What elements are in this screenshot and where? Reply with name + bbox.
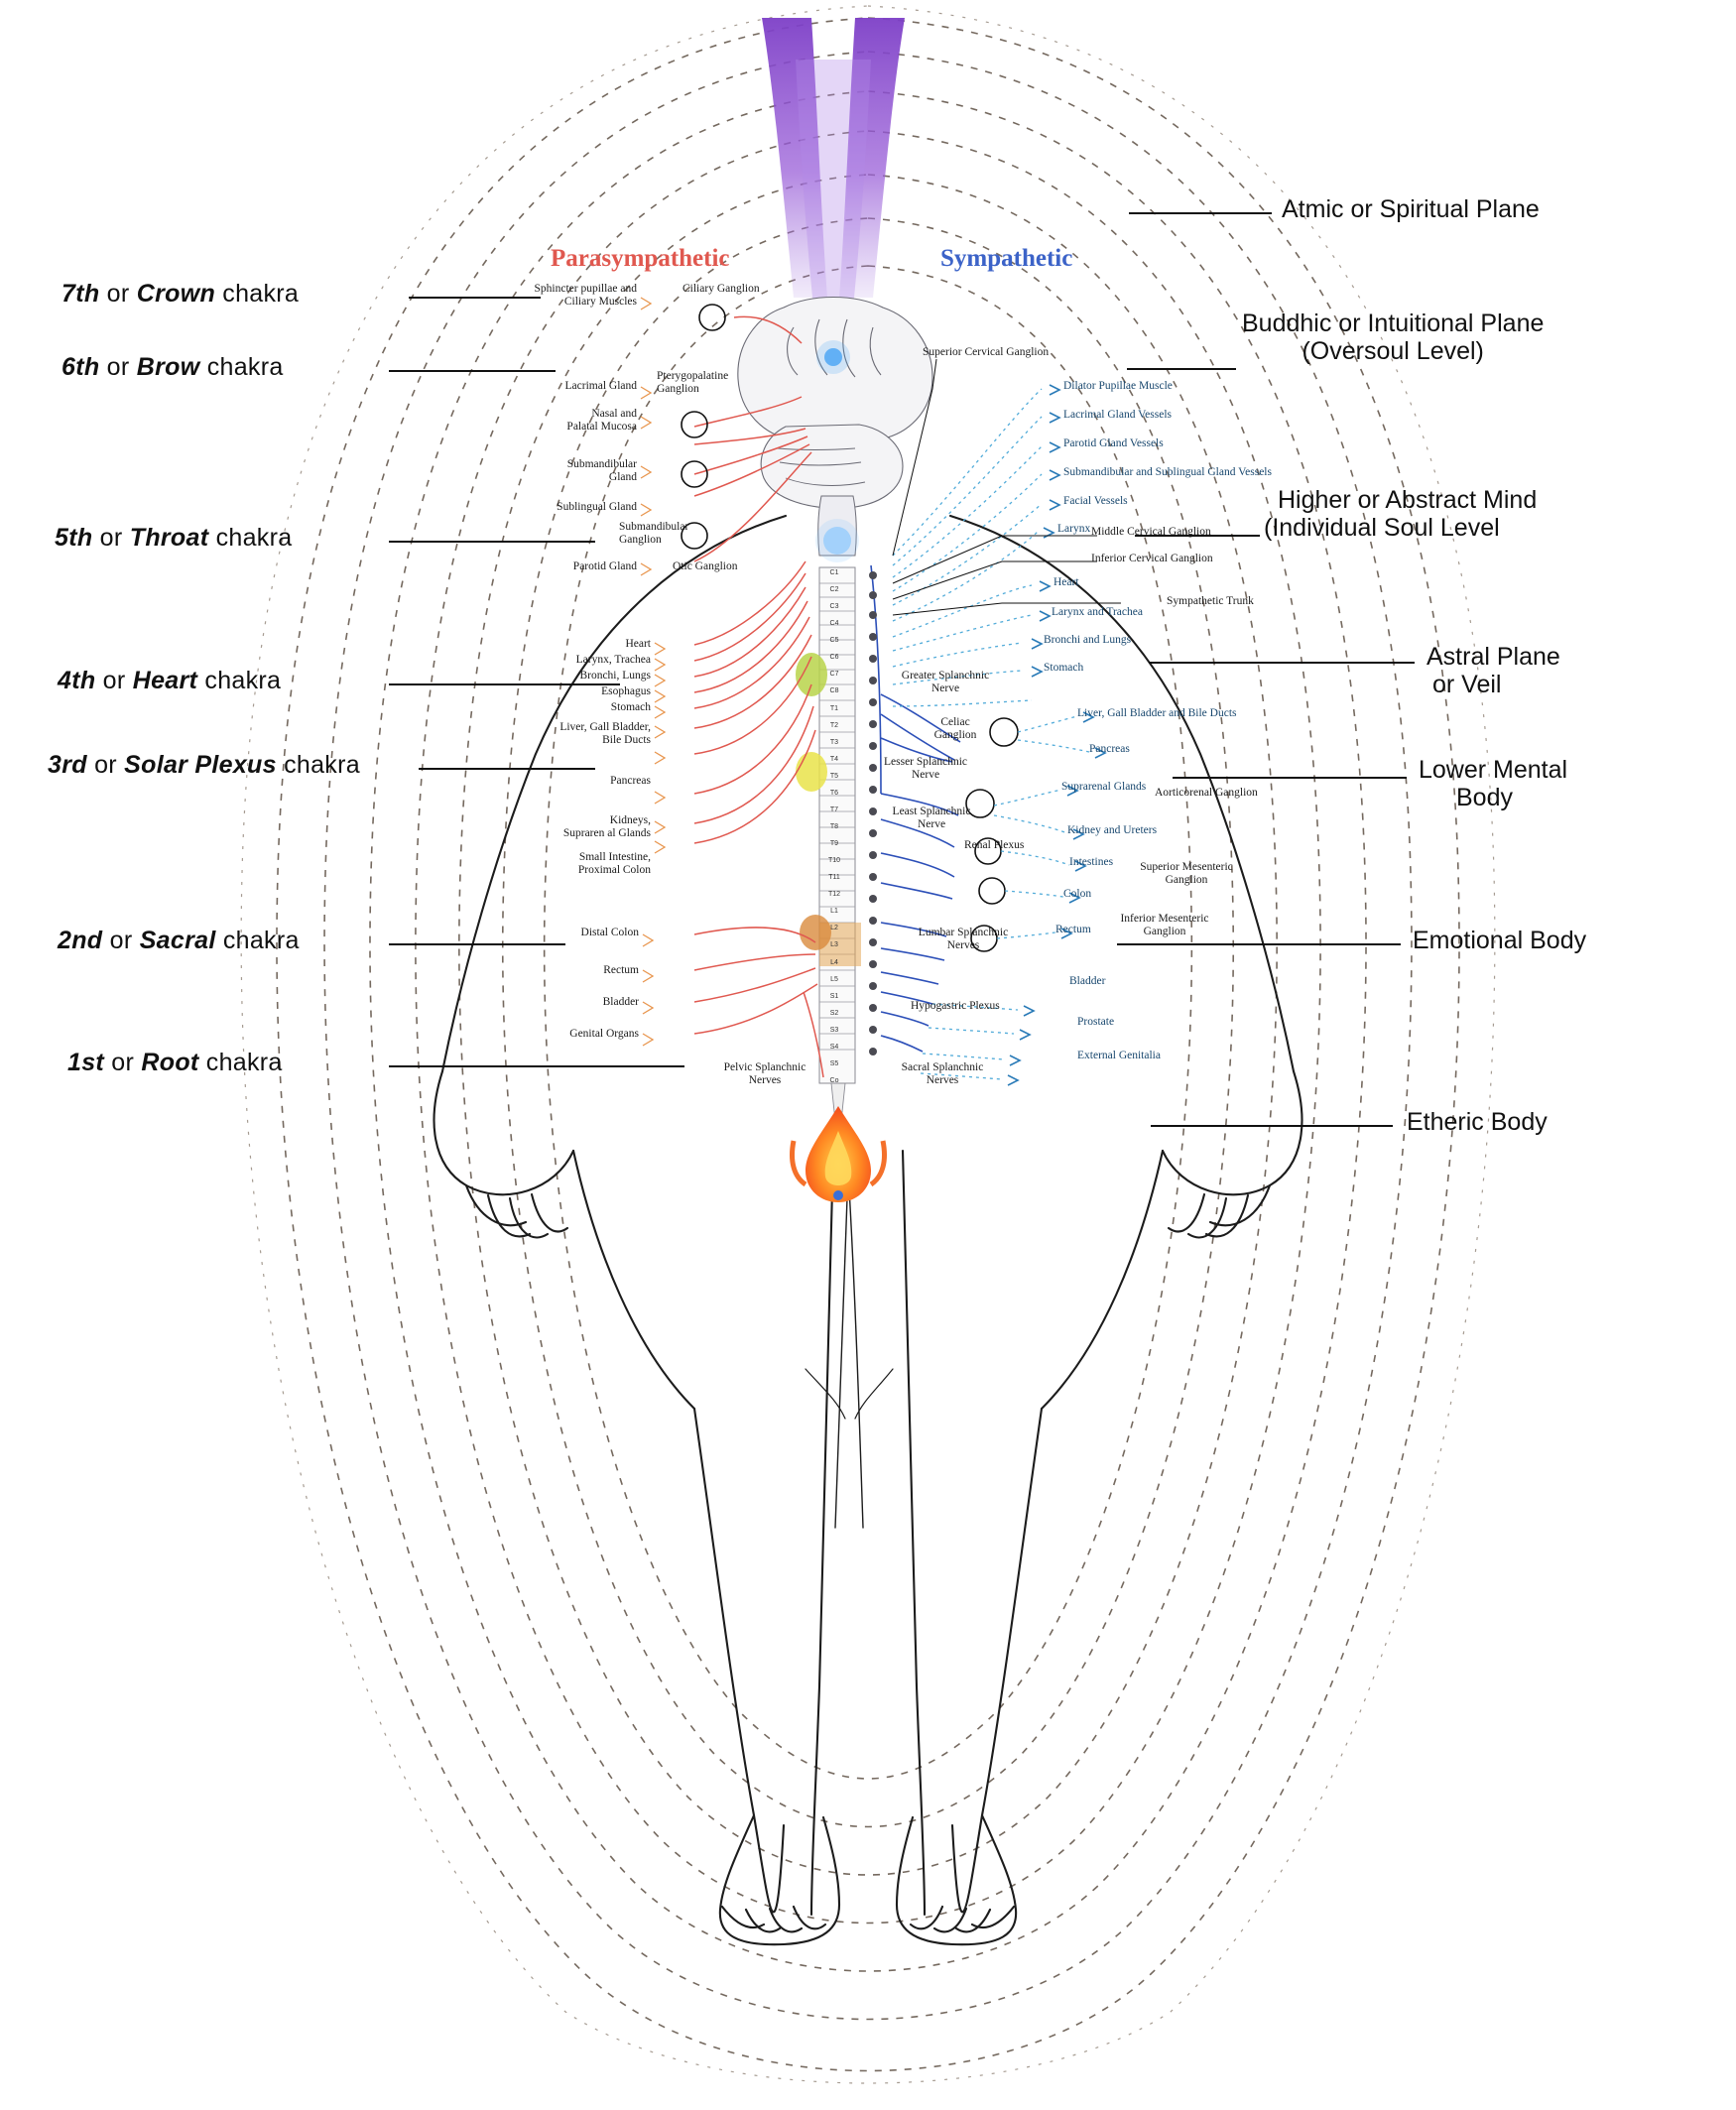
vertebra-label: C5 [829, 637, 839, 645]
anat-ciliary-ganglion: Ciliary Ganglion [682, 283, 760, 295]
anat-submandibular-gland: Submandibular Gland [566, 458, 637, 483]
chakra-name-throat: Throat [129, 524, 209, 552]
chakra-name-heart: Heart [132, 667, 198, 694]
vertebra-label: L4 [830, 958, 838, 966]
vertebra-label: C8 [829, 687, 839, 695]
plane-emotional-line1: Emotional Body [1413, 927, 1587, 954]
vertebra-label: T7 [829, 806, 839, 813]
plane-lower-line2: Body [1456, 784, 1513, 811]
vertebra-label: S3 [829, 1026, 839, 1034]
chakra-suffix-6: chakra [206, 353, 284, 381]
plane-etheric-line1: Etheric Body [1407, 1108, 1548, 1136]
vertebra-label: C7 [829, 671, 839, 679]
anat-superior-mesenteric-ganglion: Superior Mesenteric Ganglion [1140, 861, 1233, 886]
vertebra-label: S4 [829, 1043, 839, 1051]
anat-larynx-trachea-symp: Larynx and Trachea [1052, 606, 1143, 618]
chakra-label-crown [62, 280, 299, 309]
chakra-or-2: or [109, 927, 133, 954]
chakra-name-sacral: Sacral [139, 927, 216, 954]
anat-genital-organs-para: Genital Organs [569, 1028, 639, 1040]
anat-inferior-mesenteric-ganglion: Inferior Mesenteric Ganglion [1120, 913, 1209, 937]
vertebra-label: L2 [830, 925, 838, 932]
chakra-or-6: or [106, 353, 130, 381]
anat-liver-gallbladder-para: Liver, Gall Bladder, Bile Ducts [559, 721, 651, 746]
anat-sacral-splanchnic-nerves: Sacral Splanchnic Nerves [901, 1061, 984, 1086]
chakra-label-sacral [58, 927, 300, 955]
vertebra-label: T9 [829, 840, 839, 848]
anat-otic-ganglion: Otic Ganglion [673, 560, 738, 572]
anat-renal-plexus: Renal Plexus [964, 839, 1025, 851]
plane-higher-line1: Higher or Abstract Mind [1278, 486, 1538, 514]
plane-label-buddhic [1242, 310, 1544, 365]
anat-bladder-symp: Bladder [1069, 975, 1106, 987]
plane-label-emotional [1413, 927, 1586, 954]
anat-hypogastric-plexus: Hypogastric Plexus [911, 1000, 1000, 1012]
anat-larynx-trachea-para: Larynx, Trachea [575, 654, 651, 666]
anat-kidney-ureters-symp: Kidney and Ureters [1067, 824, 1158, 836]
anat-intestines-symp: Intestines [1069, 856, 1114, 868]
plane-label-lower-mental [1419, 756, 1567, 811]
anat-bronchi-lungs-para: Bronchi, Lungs [579, 670, 651, 682]
anat-superior-cervical-ganglion: Superior Cervical Ganglion [923, 346, 1050, 358]
vertebra-label: S5 [829, 1059, 839, 1067]
vertebra-label: T5 [829, 772, 839, 780]
chakra-or-4: or [102, 667, 126, 694]
anat-lacrimal-gland: Lacrimal Gland [564, 380, 637, 392]
vertebra-label: T6 [829, 789, 839, 797]
anat-celiac-ganglion: Celiac Ganglion [933, 716, 977, 741]
vertebra-label: T1 [829, 704, 839, 712]
anat-lesser-splanchnic-nerve: Lesser Splanchnic Nerve [884, 756, 967, 781]
plane-buddhic-line2: (Oversoul Level) [1302, 337, 1484, 365]
anat-parotid-gland: Parotid Gland [572, 560, 637, 572]
anat-liver-gallbladder-symp: Liver, Gall Bladder and Bile Ducts [1077, 707, 1237, 719]
chakra-label-solar-plexus [48, 751, 360, 780]
chakra-label-root [67, 1049, 283, 1077]
chakra-label-throat [55, 524, 292, 553]
chakra-num-3: 3rd [48, 751, 87, 779]
plane-label-higher-mind [1264, 486, 1538, 542]
plane-lower-line1: Lower Mental [1419, 756, 1568, 784]
anat-distal-colon-para: Distal Colon [580, 927, 639, 938]
chakra-num-6: 6th [62, 353, 100, 381]
chakra-num-5: 5th [55, 524, 93, 552]
anat-bladder-para: Bladder [602, 996, 639, 1008]
anat-facial-vessels: Facial Vessels [1063, 495, 1128, 507]
anat-pelvic-splanchnic-nerves: Pelvic Splanchnic Nerves [723, 1061, 806, 1086]
anat-small-intestine-para: Small Intestine, Proximal Colon [577, 851, 651, 876]
anat-stomach-para: Stomach [610, 701, 651, 713]
plane-label-atmic [1282, 195, 1540, 223]
chakra-suffix-7: chakra [222, 280, 300, 308]
anat-suprarenal-glands-symp: Suprarenal Glands [1061, 781, 1147, 793]
chakra-num-7: 7th [62, 280, 100, 308]
anat-heart-symp: Heart [1054, 576, 1079, 588]
vertebra-label: C3 [829, 603, 839, 611]
chakra-suffix-3: chakra [284, 751, 360, 779]
chakra-num-2: 2nd [58, 927, 103, 954]
plane-label-etheric [1407, 1108, 1548, 1136]
chakra-or-1: or [111, 1049, 135, 1076]
plane-atmic-line1: Atmic or Spiritual Plane [1282, 195, 1540, 223]
anat-sympathetic-trunk: Sympathetic Trunk [1167, 595, 1254, 607]
chakra-suffix-1: chakra [205, 1049, 283, 1076]
vertebra-label: T8 [829, 823, 839, 830]
anat-parotid-gland-vessels: Parotid Gland Vessels [1063, 437, 1164, 449]
anat-rectum-symp: Rectum [1055, 924, 1091, 935]
vertebra-label: T12 [827, 891, 841, 899]
anat-rectum-para: Rectum [603, 964, 639, 976]
vertebra-label: C1 [829, 569, 839, 576]
chakra-name-solar-plexus: Solar Plexus [124, 751, 277, 779]
vertebra-label: L5 [830, 975, 838, 983]
anat-heart-para: Heart [625, 638, 651, 650]
anat-sphincter-pupillae: Sphincter pupillae and Ciliary Muscles [534, 283, 637, 308]
anat-submandibular-ganglion: Submandibular Ganglion [619, 521, 689, 546]
chakra-label-brow [62, 353, 284, 382]
vertebra-label: T10 [827, 857, 841, 865]
column-header-parasympathetic: Parasympathetic [551, 245, 730, 272]
plane-astral-line1: Astral Plane [1426, 643, 1560, 671]
anat-least-splanchnic-nerve: Least Splanchnic Nerve [892, 806, 971, 830]
chakra-or-5: or [99, 524, 123, 552]
anat-dilator-pupillae: Dilator Pupillae Muscle [1063, 380, 1173, 392]
vertebra-label: T3 [829, 738, 839, 746]
anat-sublingual-gland: Sublingual Gland [557, 501, 637, 513]
chakra-or-3: or [94, 751, 117, 779]
chakra-suffix-5: chakra [215, 524, 293, 552]
anat-inferior-cervical-ganglion: Inferior Cervical Ganglion [1091, 553, 1213, 564]
vertebra-label: T2 [829, 721, 839, 729]
chakra-label-heart [58, 667, 281, 695]
anat-aorticorenal-ganglion: Aorticorenal Ganglion [1155, 787, 1258, 799]
vertebra-label: Co [829, 1077, 839, 1084]
vertebra-label: C2 [829, 586, 839, 594]
plane-label-astral [1426, 643, 1560, 698]
vertebra-label: L1 [830, 908, 838, 916]
column-header-sympathetic: Sympathetic [940, 245, 1073, 272]
anat-bronchi-lungs-symp: Bronchi and Lungs [1044, 634, 1132, 646]
chakra-num-1: 1st [67, 1049, 105, 1076]
anat-middle-cervical-ganglion: Middle Cervical Ganglion [1091, 526, 1211, 538]
vertebra-label: T4 [829, 755, 839, 763]
anat-lumbar-splanchnic-nerves: Lumbar Splanchnic Nerves [918, 927, 1009, 951]
anat-colon-symp: Colon [1063, 888, 1092, 900]
plane-buddhic-line1: Buddhic or Intuitional Plane [1242, 310, 1545, 337]
anat-lacrimal-gland-vessels: Lacrimal Gland Vessels [1063, 409, 1173, 421]
anat-kidneys-suprarenal-para: Kidneys, Supraren al Glands [562, 814, 651, 839]
chakra-or-7: or [106, 280, 130, 308]
vertebra-label: L3 [830, 941, 838, 949]
anat-submandibular-sublingual-vessels: Submandibular and Sublingual Gland Vessels [1063, 466, 1272, 478]
anat-esophagus-para: Esophagus [601, 685, 651, 697]
plane-higher-line2: (Individual Soul Level [1264, 514, 1500, 542]
anat-pancreas-symp: Pancreas [1089, 743, 1130, 755]
vertebra-label: C6 [829, 654, 839, 662]
vertebra-label: S1 [829, 992, 839, 1000]
anat-stomach-symp: Stomach [1044, 662, 1084, 674]
anat-external-genitalia-symp: External Genitalia [1077, 1050, 1161, 1061]
chakra-name-root: Root [141, 1049, 199, 1076]
anat-greater-splanchnic-nerve: Greater Splanchnic Nerve [901, 670, 990, 694]
chakra-suffix-4: chakra [204, 667, 282, 694]
anat-larynx-symp: Larynx [1057, 523, 1091, 535]
chakra-name-brow: Brow [136, 353, 200, 381]
plane-astral-line2: or Veil [1432, 671, 1502, 698]
anat-pterygopalatine-ganglion: Pterygopalatine Ganglion [657, 370, 729, 395]
anat-pancreas-para: Pancreas [610, 775, 651, 787]
vertebra-label: T11 [828, 874, 840, 882]
chakra-name-crown: Crown [136, 280, 216, 308]
vertebra-label: C4 [829, 620, 839, 628]
anat-prostate-symp: Prostate [1077, 1016, 1115, 1028]
vertebra-label: S2 [829, 1009, 839, 1017]
chakra-num-4: 4th [58, 667, 96, 694]
chakra-suffix-2: chakra [222, 927, 300, 954]
anat-nasal-palatal-mucosa: Nasal and Palatal Mucosa [566, 408, 637, 433]
